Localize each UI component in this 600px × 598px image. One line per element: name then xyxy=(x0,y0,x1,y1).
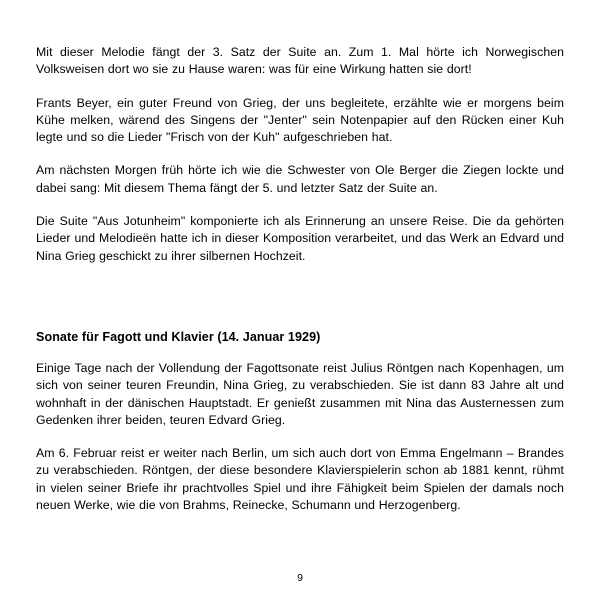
paragraph-4: Die Suite "Aus Jotunheim" komponierte ich als Erinnerung an unsere Reise. Die da gehörten Lieder und Melodieën hatte ich in dieser Komposition verarbeitet, und das Werk an Edvard und Nina Grieg geschickt zu ihrer silbernen Hochzeit. xyxy=(36,214,564,263)
paragraph-5: Einige Tage nach der Vollendung der Fagottsonate reist Julius Röntgen nach Kopenhagen, um sich von seiner teuren Freundin, Nina Grieg, zu verabschieden. Sie ist dann 83 Jahre alt und wohnhaft in der dänischen Hauptstadt. Er genießt zusammen mit Nina das Austernessen zum Gedenken ihrer beiden, teuren Edvard Grieg. xyxy=(36,360,564,427)
paragraph-3: Am nächsten Morgen früh hörte ich wie die Schwester von Ole Berger die Ziegen lockte und dabei sang: Mit diesem Thema fängt der 5. und letzter Satz der Suite an. xyxy=(36,163,564,195)
paragraph-2: Frants Beyer, ein guter Freund von Grieg, der uns begleitete, erzählte wie er morgens beim Kühe melken, wärend des Singens der "Jenter" sein Notenpapier auf den Rücken einer Kuh legte und so die Lieder "Frisch von der Kuh" aufgeschrieben hat. xyxy=(36,95,564,145)
paragraph-6: Am 6. Februar reist er weiter nach Berlin, um sich auch dort von Emma Engelmann – Brandes zu verabschieden. Röntgen, der diese besondere Klavierspielerin schon ab 1881 kennt, rühmt in vielen seiner Briefe ihr prachtvolles Spiel und ihre Fähigkeit beim Spielen der damals noch neuen Werke, wie die von Brahms, Reinecke, Schumann und Herzogenberg. xyxy=(36,446,564,513)
paragraph-1: Mit dieser Melodie fängt der 3. Satz der Suite an. Zum 1. Mal hörte ich Norwegischen Volksweisen dort wo sie zu Hause waren: was für eine Wirkung hatten sie dort! xyxy=(36,45,564,77)
page-number: 9 xyxy=(297,572,303,584)
section-spacer xyxy=(36,281,564,329)
section-heading: Sonate für Fagott und Klavier (14. Januar 1929) xyxy=(36,329,321,344)
